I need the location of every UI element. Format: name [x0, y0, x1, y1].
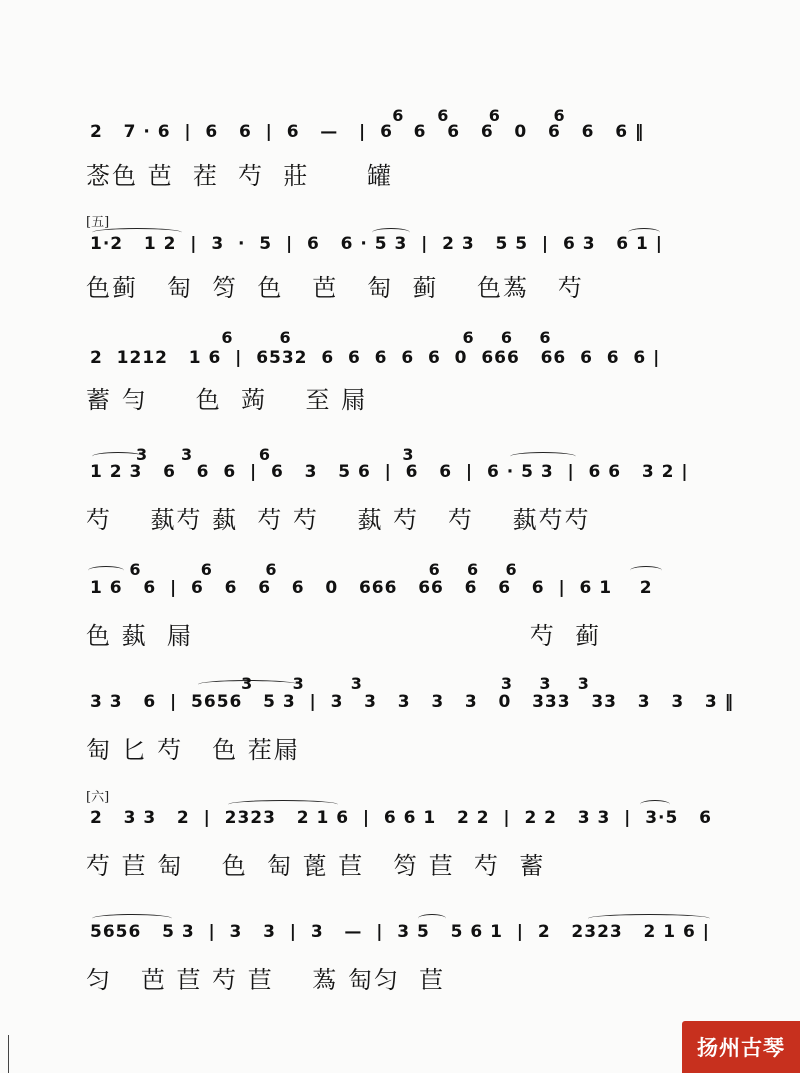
octave-marks: 6 6 6 6 [90, 106, 566, 125]
tablature-row: 色蓟 匋 笉 色 芭 匋 蓟 色蒍 芍 [86, 274, 584, 302]
notation-row: 1·2 1 2 | 3 · 5 | 6 6 · 5 3 | 2 3 5 5 | 6 3 6 1 | [90, 234, 663, 254]
notation-row: 2 7 · 6 | 6 6 | 6 — | 6 6 6 6 0 6 6 6 ‖ [90, 122, 645, 142]
tablature-row: 蓄 勻 色 蒟 至 屚 [86, 386, 368, 414]
tablature-row: 匋 匕 芍 色 茬屚 [86, 736, 300, 764]
section-label: [六] [86, 790, 110, 805]
watermark-badge [682, 1021, 800, 1073]
section-label: [五] [86, 215, 110, 230]
tablature-row: 匀 芭 苣 芍 苣 蒍 匋匀 苣 [86, 966, 446, 994]
notation-row: 1 6 6 | 6 6 6 6 0 666 66 6 6 6 | 6 1 2 [90, 578, 653, 598]
margin-rule [8, 1035, 9, 1073]
notation-row: 2 1212 1 6 | 6532 6 6 6 6 6 0 666 66 6 6 6 | [90, 348, 661, 368]
tablature-row: 色 蓺 屚 芍 蓟 [86, 622, 602, 650]
notation-row: 3 3 6 | 5656 5 3 | 3 3 3 3 3 0 333 33 3 3 3 ‖ [90, 692, 735, 712]
watermark-text: 扬州古琴 [697, 1036, 785, 1060]
tablature-row: 芍 蓺芍 蓺 芍 芍 蓺 芍 芍 蓺芍芍 [86, 506, 591, 534]
notation-row: 5656 5 3 | 3 3 | 3 — | 3 5 5 6 1 | 2 2323 2 1 6 | [90, 922, 710, 942]
octave-marks: 6 6 6 6 6 6 [90, 560, 518, 579]
notation-row: 2 3 3 2 | 2323 2 1 6 | 6 6 1 2 2 | 2 2 3 3 | 3·5 6 [90, 808, 712, 828]
octave-marks: 6 6 6 6 6 [90, 328, 552, 347]
tablature-row: 芍 苣 匋 色 匋 蓖 苣 笉 苣 芍 蓄 [86, 852, 546, 880]
notation-row: 1 2 3 6 6 6 | 6 3 5 6 | 6 6 | 6 · 5 3 | 6 6 3 2 | [90, 462, 689, 482]
octave-marks: 3 3 3 3 3 3 [90, 674, 590, 693]
tablature-row: 菍色 芭 茬 芍 莊 罐 [86, 162, 394, 190]
octave-marks: 3 3 6 3 [90, 445, 415, 464]
